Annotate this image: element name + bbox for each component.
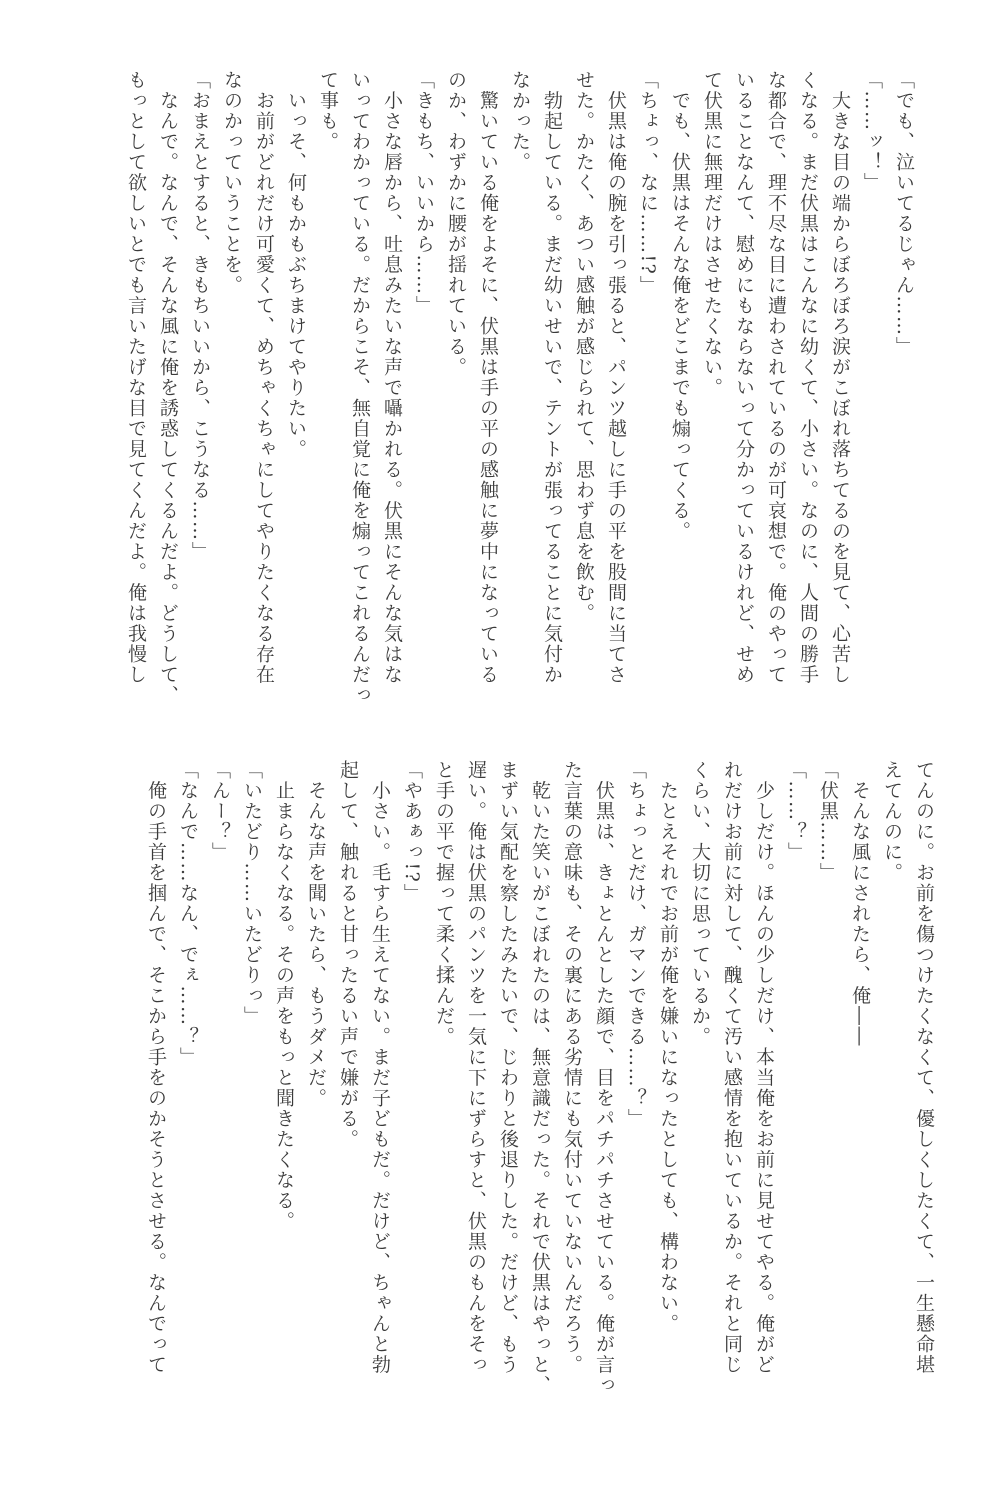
text-line: てんのに。お前を傷つけたくなくて、優しくしたくて、一生懸命堪 bbox=[913, 760, 935, 1375]
text-line: せた。かたく、あつい感触が感じられて、思わず息を飲む。 bbox=[573, 70, 595, 624]
text-line: た言葉の意味も、その裏にある劣情にも気付いていないんだろう。 bbox=[561, 760, 583, 1375]
text-line: もっとして欲しいとでも言いたげな目で見てくんだよ。俺は我慢し bbox=[125, 70, 147, 685]
text-line: なのかっていうことを。 bbox=[221, 70, 243, 296]
text-line: いってわかっている。だからこそ、無自覚に俺を煽ってこれるんだっ bbox=[349, 70, 371, 706]
text-line: 「いたどり……いたどりっ」 bbox=[241, 760, 263, 1027]
text-line: 「んー？」 bbox=[209, 760, 231, 863]
text-line: 驚いている俺をよそに、伏黒は手の平の感触に夢中になっている bbox=[477, 70, 499, 685]
text-line: 「おまえとすると、きもちいいから、こうなる……」 bbox=[189, 70, 211, 562]
text-line: 勃起している。まだ幼いせいで、テントが張ってることに気付か bbox=[541, 70, 563, 685]
text-line: お前がどれだけ可愛くて、めちゃくちゃにしてやりたくなる存在 bbox=[253, 70, 275, 685]
text-line: 「やあぁっ!?」 bbox=[401, 760, 423, 904]
text-line: 乾いた笑いがこぼれたのは、無意識だった。それで伏黒はやっと、 bbox=[529, 760, 551, 1396]
text-line: 起して、触れると甘ったるい声で嫌がる。 bbox=[337, 760, 359, 1150]
text-line: 小さい。毛すら生えてない。まだ子どもだ。だけど、ちゃんと勃 bbox=[369, 760, 391, 1375]
text-line: 「伏黒……」 bbox=[817, 760, 839, 883]
text-line: て事も。 bbox=[317, 70, 339, 152]
text-line: くらい、大切に思っているか。 bbox=[689, 760, 711, 1047]
text-line: と手の平で握って柔く揉んだ。 bbox=[433, 760, 455, 1047]
text-line: て伏黒に無理だけはさせたくない。 bbox=[701, 70, 723, 398]
text-line: 伏黒は俺の腕を引っ張ると、パンツ越しに手の平を股間に当てさ bbox=[605, 70, 627, 685]
text-line: いることなんて、慰めにもならないって分かっているけれど、せめ bbox=[733, 70, 755, 685]
text-line: そんな声を聞いたら、もうダメだ。 bbox=[305, 760, 327, 1109]
text-line: 止まらなくなる。その声をもっと聞きたくなる。 bbox=[273, 760, 295, 1232]
text-line: れだけお前に対して、醜くて汚い感情を抱いているか。それと同じ bbox=[721, 760, 743, 1375]
text-line: 「ちょっとだけ、ガマンできる……？」 bbox=[625, 760, 647, 1129]
text-line: でも、伏黒はそんな俺をどこまでも煽ってくる。 bbox=[669, 70, 691, 542]
text-line: まずい気配を察したみたいで、じわりと後退りした。だけど、もう bbox=[497, 760, 519, 1375]
text-line: 遅い。俺は伏黒のパンツを一気に下にずらすと、伏黒のもんをそっ bbox=[465, 760, 487, 1375]
text-line: 「でも、泣いてるじゃん……」 bbox=[893, 70, 915, 357]
text-line: なんで。なんで、そんな風に俺を誘惑してくるんだよ。どうして、 bbox=[157, 70, 179, 706]
text-line: のか、わずかに腰が揺れている。 bbox=[445, 70, 467, 378]
text-line: 「きもち、いいから……」 bbox=[413, 70, 435, 316]
text-line: 「ちょっ、なに……!?」 bbox=[637, 70, 659, 296]
text-line: 大きな目の端からぼろぼろ涙がこぼれ落ちてるのを見て、心苦し bbox=[829, 70, 851, 685]
text-line: 「……ッ！」 bbox=[861, 70, 883, 193]
text-line: なかった。 bbox=[509, 70, 531, 173]
text-line: 「……？」 bbox=[785, 760, 807, 863]
text-line: くなる。まだ伏黒はこんなに幼くて、小さい。なのに、人間の勝手 bbox=[797, 70, 819, 685]
text-block-bottom bbox=[120, 760, 940, 1410]
text-block-top bbox=[125, 70, 920, 710]
text-line: 少しだけ。ほんの少しだけ、本当俺をお前に見せてやる。俺がど bbox=[753, 760, 775, 1375]
text-line: たとえそれでお前が俺を嫌いになったとしても、構わない。 bbox=[657, 760, 679, 1334]
text-line: 「なんで……なん、でぇ……？」 bbox=[177, 760, 199, 1068]
text-line: 伏黒は、きょとんとした顔で、目をパチパチさせている。俺が言っ bbox=[593, 760, 615, 1396]
text-line: そんな風にされたら、俺―― bbox=[849, 760, 871, 1047]
text-line: いっそ、何もかもぶちまけてやりたい。 bbox=[285, 70, 307, 460]
text-line: えてんのに。 bbox=[881, 760, 903, 883]
text-line: 俺の手首を掴んで、そこから手をのかそうとさせる。なんでって bbox=[145, 760, 167, 1375]
text-line: 小さな唇から、吐息みたいな声で囁かれる。伏黒にそんな気はな bbox=[381, 70, 403, 685]
text-line: な都合で、理不尽な目に遭わされているのが可哀想で。俺のやって bbox=[765, 70, 787, 685]
